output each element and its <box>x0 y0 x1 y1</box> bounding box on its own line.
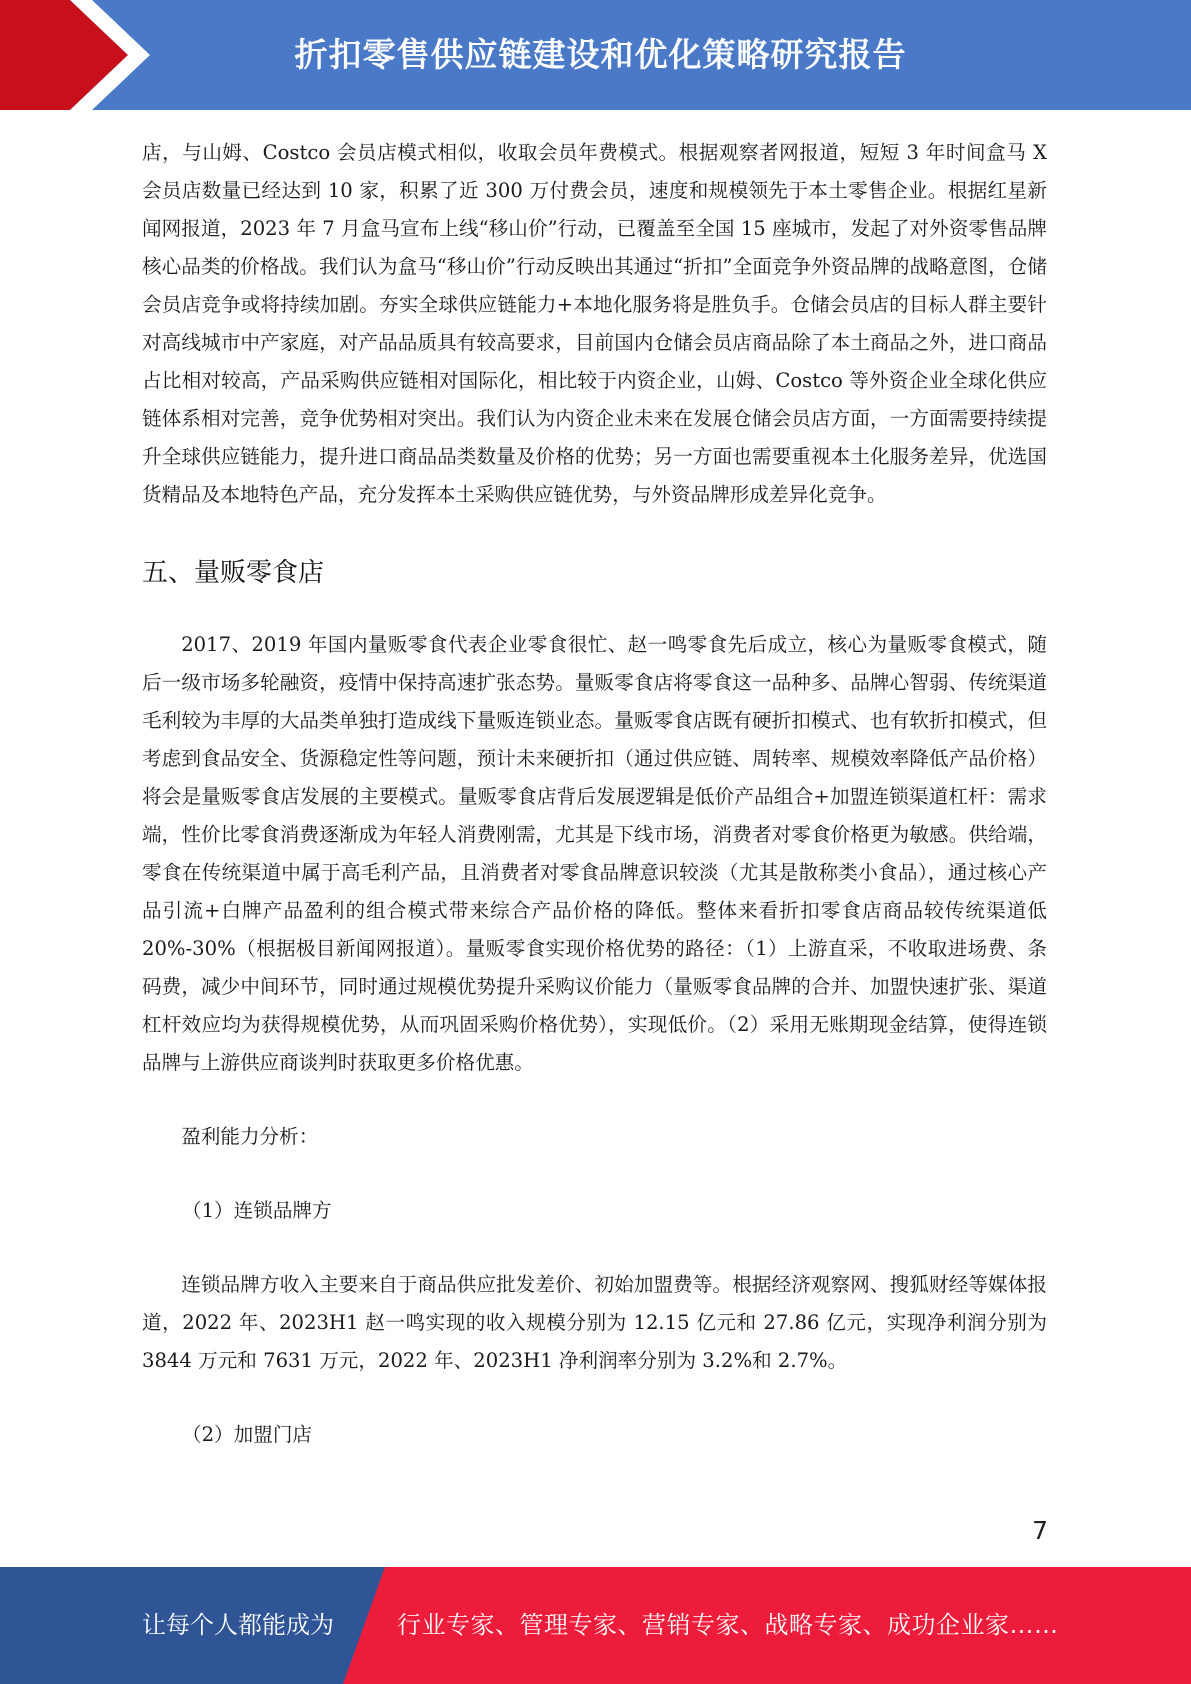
page-header <box>0 0 1191 110</box>
profit-analysis-label: 盈利能力分析： <box>181 1125 319 1148</box>
paragraph-continuation: 店，与山姆、Costco 会员店模式相似，收取会员年费模式。根据观察者网报道，短短 3 年时间盒马 X 会员店数量已经达到 10 家，积累了近 300 万付费会员，速度和规模领先于本土零售企业。根据红星新闻网报道，2023 年 7 月盒马宣布上线“移山价”行动，已覆盖至全国 15 座城市，发起了对外资零售品牌核心品类的价格战。我们认为盒马“移山价”行动反映出其通过“折扣”全面竞争外资品牌的战略意图，仓储会员店竞争或将持续加剧。夯实全球供应链能力+本地化服务将是胜负手。仓储会员店的目标人群主要针对高线城市中产家庭，对产品品质具有较高要求，目前国内仓储会员店商品除了本土商品之外，进口商品占比相对较高，产品采购供应链相对国际化，相比较于内资企业，山姆、Costco 等外资企业全球化供应链体系相对完善，竞争优势相对突出。我们认为内资企业未来在发展仓储会员店方面，一方面需要持续提升全球供应链能力，提升进口商品品类数量及价格的优势；另一方面也需要重视本土化服务差异，优选国货精品及本地特色产品，充分发挥本土采购供应链优势，与外资品牌形成差异化竞争。 <box>142 141 1047 506</box>
paragraph-chain-brand: 连锁品牌方收入主要来自于商品供应批发差价、初始加盟费等。根据经济观察网、搜狐财经等媒体报道，2022 年、2023H1 赵一鸣实现的收入规模分别为 12.15 亿元和 27.86 亿元，实现净利润分别为 3844 万元和 7631 万元，2022 年、2023H1 净利润率分别为 3.2%和 2.7%。 <box>142 1273 1047 1372</box>
report-title: 折扣零售供应链建设和优化策略研究报告 <box>294 35 907 74</box>
section-heading: 五、量贩零食店 <box>142 558 325 588</box>
page-footer <box>0 1567 1191 1684</box>
page-number: 7 <box>1032 1516 1048 1545</box>
header-arrow-decoration <box>0 0 160 110</box>
subsection-label-chain-brand: （1）连锁品牌方 <box>182 1199 332 1222</box>
footer-slogan: 让每个人都能成为 <box>142 1611 334 1639</box>
subsection-label-franchise-store: （2）加盟门店 <box>182 1423 313 1446</box>
page-content <box>142 134 1047 1454</box>
footer-roles: 行业专家、管理专家、营销专家、战略专家、成功企业家…… <box>397 1611 1059 1639</box>
paragraph-intro: 2017、2019 年国内量贩零食代表企业零食很忙、赵一鸣零食先后成立，核心为量贩零食模式，随后一级市场多轮融资，疫情中保持高速扩张态势。量贩零食店将零食这一品种多、品牌心智弱、传统渠道毛利较为丰厚的大品类单独打造成线下量贩连锁业态。量贩零食店既有硬折扣模式、也有软折扣模式，但考虑到食品安全、货源稳定性等问题，预计未来硬折扣（通过供应链、周转率、规模效率降低产品价格）将会是量贩零食店发展的主要模式。量贩零食店背后发展逻辑是低价产品组合+加盟连锁渠道杠杆：需求端，性价比零食消费逐渐成为年轻人消费刚需，尤其是下线市场，消费者对零食价格更为敏感。供给端，零食在传统渠道中属于高毛利产品，且消费者对零食品牌意识较淡（尤其是散称类小食品），通过核心产品引流+白牌产品盈利的组合模式带来综合产品价格的降低。整体来看折扣零食店商品较传统渠道低 20%-30%（根据极目新闻网报道）。量贩零食实现价格优势的路径：（1）上游直采，不收取进场费、条码费，减少中间环节，同时通过规模优势提升采购议价能力（量贩零食品牌的合并、加盟快速扩张、渠道杠杆效应均为获得规模优势，从而巩固采购价格优势），实现低价。（2）采用无账期现金结算，使得连锁品牌与上游供应商谈判时获取更多价格优惠。 <box>142 633 1047 1074</box>
